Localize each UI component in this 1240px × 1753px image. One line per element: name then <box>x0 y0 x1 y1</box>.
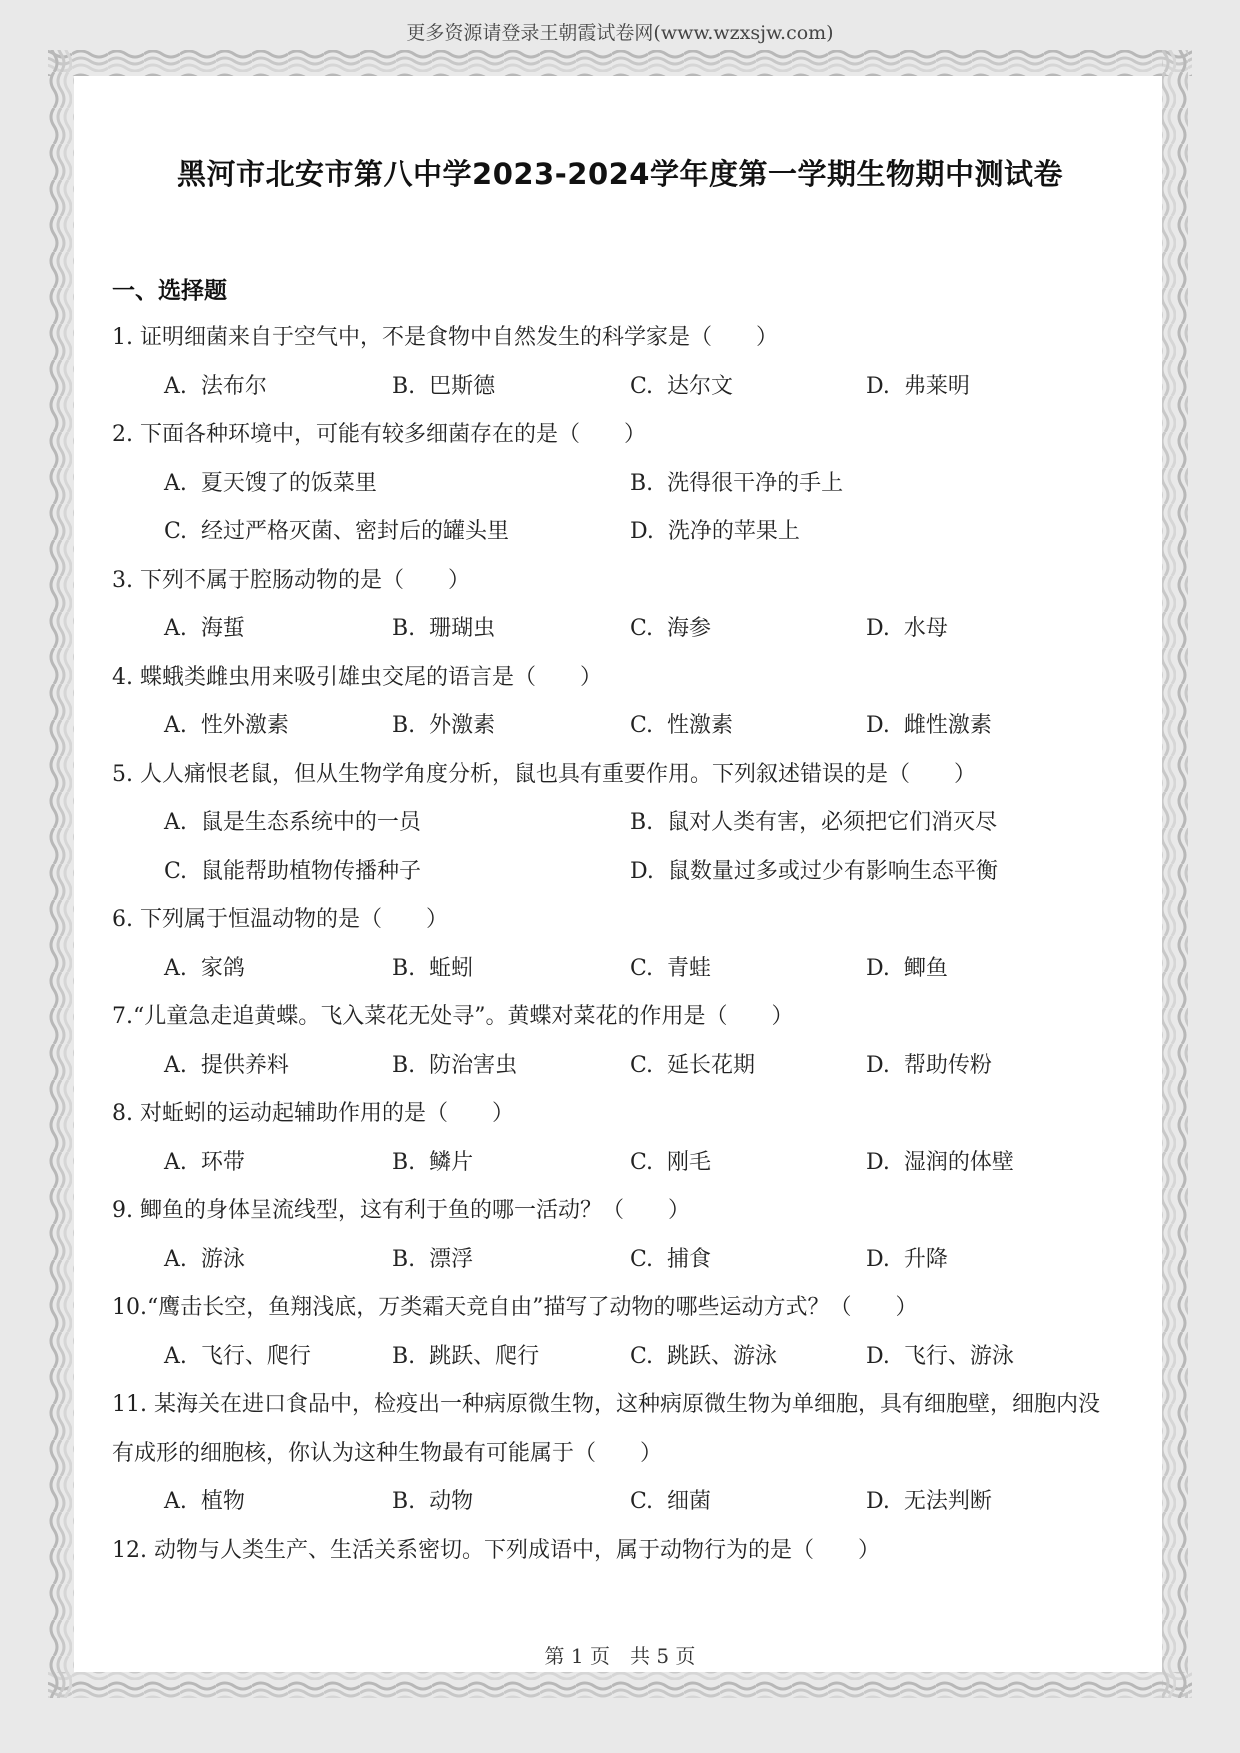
option-d: D. 鲫鱼 <box>866 955 948 981</box>
question-12-stem: 12. 动物与人类生产、生活关系密切。下列成语中，属于动物行为的是（ ） <box>112 1537 881 1563</box>
option-d: D. 洗净的苹果上 <box>630 519 800 544</box>
question-1-options <box>112 367 1112 416</box>
option-d: D. 湿润的体壁 <box>866 1149 1014 1175</box>
question-2-stem: 2. 下面各种环境中，可能有较多细菌存在的是（ ） <box>112 422 647 447</box>
option-c: C. 达尔文 <box>630 373 734 399</box>
question-1-stem: 1. 证明细菌来自于空气中，不是食物中自然发生的科学家是（ ） <box>112 325 779 350</box>
question-11-options <box>112 1482 1112 1531</box>
question-6-options <box>112 949 1112 998</box>
option-c: C. 海参 <box>630 616 712 641</box>
question-11-stem: 11. 某海关在进口食品中，检疫出一种病原微生物，这种病原微生物为单细胞，具有细胞壁，细胞内没有成形的细胞核，你认为这种生物最有可能属于（ ） <box>112 1392 1101 1466</box>
option-a: A. 夏天馊了的饭菜里 <box>164 470 377 496</box>
option-c: C. 捕食 <box>630 1246 712 1272</box>
option-b: B. 漂浮 <box>392 1246 474 1272</box>
option-a: A. 家鸽 <box>164 955 245 981</box>
option-a: A. 环带 <box>164 1149 245 1175</box>
option-d: D. 无法判断 <box>866 1489 992 1514</box>
option-b: B. 珊瑚虫 <box>392 616 496 641</box>
option-d: D. 弗莱明 <box>866 373 970 399</box>
option-c: C. 性激素 <box>630 713 734 738</box>
section-heading: 一、选择题 <box>112 278 227 304</box>
option-b: B. 外激素 <box>392 713 496 738</box>
option-d: D. 帮助传粉 <box>866 1052 992 1078</box>
exam-title: 黑河市北安市第八中学2023-2024学年度第一学期生物期中测试卷 <box>177 157 1063 191</box>
question-9-options <box>112 1240 1112 1289</box>
question-8-options <box>112 1143 1112 1192</box>
question-8-stem: 8. 对蚯蚓的运动起辅助作用的是（ ） <box>112 1101 515 1126</box>
question-7-stem: 7.“儿童急走追黄蝶。飞入菜花无处寻”。黄蝶对菜花的作用是（ ） <box>112 1004 794 1029</box>
question-7-options <box>112 1046 1112 1095</box>
question-3-options <box>112 609 1112 658</box>
option-a: A. 法布尔 <box>164 373 267 399</box>
watermark-text: 更多资源请登录王朝霞试卷网(www.wzxsjw.com) <box>406 22 834 44</box>
question-5-options-row1 <box>112 803 1112 852</box>
question-2-options-row1 <box>112 464 1112 513</box>
option-c: C. 经过严格灭菌、密封后的罐头里 <box>164 519 510 544</box>
option-b: B. 蚯蚓 <box>392 955 474 981</box>
question-3-stem: 3. 下列不属于腔肠动物的是（ ） <box>112 567 471 593</box>
option-c: C. 青蛙 <box>630 955 712 981</box>
option-c: C. 延长花期 <box>630 1052 756 1078</box>
question-4-stem: 4. 蝶蛾类雌虫用来吸引雄虫交尾的语言是（ ） <box>112 664 603 690</box>
option-c: C. 细菌 <box>630 1489 712 1514</box>
option-d: D. 鼠数量过多或过少有影响生态平衡 <box>630 858 998 884</box>
option-a: A. 提供养料 <box>164 1052 289 1078</box>
option-d: D. 升降 <box>866 1246 948 1272</box>
question-6-stem: 6. 下列属于恒温动物的是（ ） <box>112 907 449 932</box>
option-a: A. 飞行、爬行 <box>164 1343 311 1369</box>
option-c: C. 鼠能帮助植物传播种子 <box>164 858 422 884</box>
option-c: C. 刚毛 <box>630 1149 712 1175</box>
option-a: A. 鼠是生态系统中的一员 <box>164 810 421 835</box>
question-5-options-row2 <box>112 852 1112 901</box>
option-b: B. 鼠对人类有害，必须把它们消灭尽 <box>630 810 998 835</box>
option-b: B. 巴斯德 <box>392 373 496 399</box>
option-b: B. 动物 <box>392 1489 474 1514</box>
option-d: D. 雌性激素 <box>866 713 992 738</box>
option-b: B. 跳跃、爬行 <box>392 1343 540 1369</box>
option-a: A. 游泳 <box>164 1246 245 1272</box>
option-a: A. 植物 <box>164 1489 245 1514</box>
option-d: D. 飞行、游泳 <box>866 1343 1014 1369</box>
option-d: D. 水母 <box>866 616 948 641</box>
option-a: A. 性外激素 <box>164 713 289 738</box>
option-c: C. 跳跃、游泳 <box>630 1343 778 1369</box>
question-9-stem: 9. 鲫鱼的身体呈流线型，这有利于鱼的哪一活动？（ ） <box>112 1198 691 1223</box>
option-b: B. 防治害虫 <box>392 1052 518 1078</box>
question-10-stem: 10.“鹰击长空，鱼翔浅底，万类霜天竞自由”描写了动物的哪些运动方式？（ ） <box>112 1295 918 1320</box>
question-5-stem: 5. 人人痛恨老鼠，但从生物学角度分析，鼠也具有重要作用。下列叙述错误的是（ ） <box>112 761 977 787</box>
page-footer: 第 1 页 共 5 页 <box>544 1644 696 1668</box>
question-10-options <box>112 1337 1112 1386</box>
option-b: B. 鳞片 <box>392 1149 474 1175</box>
option-a: A. 海蜇 <box>164 616 245 641</box>
option-b: B. 洗得很干净的手上 <box>630 470 844 496</box>
question-2-options-row2 <box>112 512 1112 561</box>
question-list <box>112 318 1112 1579</box>
question-4-options <box>112 706 1112 755</box>
